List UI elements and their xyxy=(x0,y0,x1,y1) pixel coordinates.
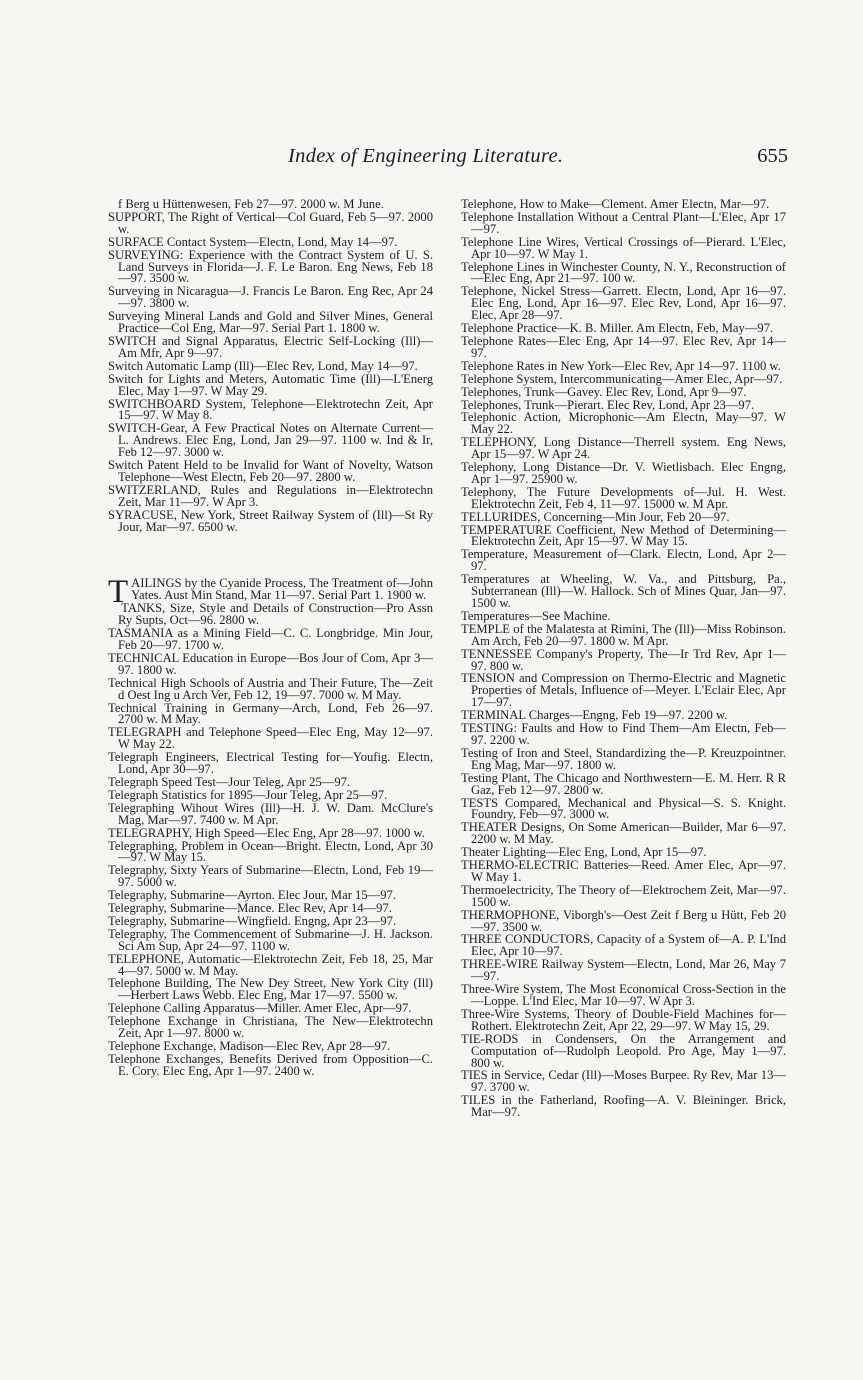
index-entry: Telegraphing Wihout Wires (Ill)—H. J. W. Dam. McClure's Mag, Mar—97. 7400 w. M Apr. xyxy=(108,800,433,827)
index-entry: Telephone Building, The New Dey Street, New York City (Ill)—Herbert Laws Webb. Elec Eng, Mar 17—97. 5500 w. xyxy=(108,976,433,1003)
index-entry: TELEPHONE, Automatic—Elektrotechn Zeit, Feb 18, 25, Mar 4—97. 5000 w. M May. xyxy=(108,951,433,978)
index-entry: Telegraph Speed Test—Jour Teleg, Apr 25—97. xyxy=(108,774,351,789)
index-entry: Telegraphy, Submarine—Mance. Elec Rev, Apr 14—97. xyxy=(108,901,392,916)
index-entry: f Berg u Hüttenwesen, Feb 27—97. 2000 w. M June. xyxy=(118,197,384,211)
index-entry: Telegraphy, Submarine—Ayrton. Elec Jour, Mar 15—97. xyxy=(108,888,396,903)
right-column xyxy=(461,199,786,1120)
index-entry: Telegraphy, Sixty Years of Submarine—Electn, Lond, Feb 19—97. 5000 w. xyxy=(108,863,433,890)
index-entry: Temperatures at Wheeling, W. Va., and Pittsburg, Pa., Subterranean (Ill)—W. Hallock. Sch of Mines Quar, Jan—97. 1500 w. xyxy=(461,572,786,610)
index-entry: TENNESSEE Company's Property, The—Ir Trd Rev, Apr 1—97. 800 w. xyxy=(461,646,786,673)
index-entry: SWITCHBOARD System, Telephone—Elektrotechn Zeit, Apr 15—97. W May 8. xyxy=(108,396,433,423)
index-entry: TESTING: Faults and How to Find Them—Am Electn, Feb—97. 2200 w. xyxy=(461,721,786,747)
index-entry: TELEGRAPH and Telephone Speed—Elec Eng, May 12—97. W May 22. xyxy=(108,725,433,752)
index-entry: Telegraphing, Problem in Ocean—Bright. Electn, Lond, Apr 30—97. W May 15. xyxy=(108,838,433,865)
index-entry: Temperature, Measurement of—Clark. Electn, Lond, Apr 2—97. xyxy=(461,547,786,574)
page-header xyxy=(108,145,788,175)
index-entry: Telephone, Nickel Stress—Garrett. Electn, Lond, Apr 16—97. Elec Eng, Lond, Apr 16—97. Elec Rev, Lond, Apr 16—97. Elec, Apr 28—97. xyxy=(461,284,786,323)
index-entry: Telephone Rates—Elec Eng, Apr 14—97. Elec Rev, Apr 14—97. xyxy=(461,333,786,360)
index-entry: TESTS Compared, Mechanical and Physical—S. S. Knight. Foundry, Feb—97. 3000 w. xyxy=(461,795,786,822)
index-entry: Telephone Lines in Winchester County, N. Y., Reconstruction of—Elec Eng, Apr 21—97. 100 w. xyxy=(461,259,786,286)
index-entry: Telephone Rates in New York—Elec Rev, Apr 14—97. 1100 w. xyxy=(461,358,781,373)
index-entry: Telephone, How to Make—Clement. Amer Electn, Mar—97. xyxy=(461,197,770,211)
index-entry: TEMPERATURE Coefficient, New Method of Determining—Elektrotechn Zeit, Apr 15—97. W May 15. xyxy=(461,522,786,549)
index-entry: Surveying in Nicaragua—J. Francis Le Baron. Eng Rec, Apr 24—97. 3800 w. xyxy=(108,284,433,311)
index-entry: Testing of Iron and Steel, Standardizing the—P. Kreuzpointner. Eng Mag, Mar—97. 1800 w. xyxy=(461,745,786,772)
index-entry: TECHNICAL Education in Europe—Bos Jour of Com, Apr 3—97. 1800 w. xyxy=(108,650,433,677)
index-entry-text: AILINGS by the Cyanide Process, The Treatment of—John Yates. Aust Min Stand, Mar 11—97. Serial Part 1. 1900 w. xyxy=(131,576,433,603)
index-entry: Three-Wire System, The Most Economical Cross-Section in the—Loppe. L'Ind Elec, Mar 10—97. W Apr 3. xyxy=(461,982,786,1008)
index-entry: Surveying Mineral Lands and Gold and Silver Mines, General Practice—Col Eng, Mar—97. Serial Part 1. 1800 w. xyxy=(108,309,433,336)
index-entry: TIE-RODS in Condensers, On the Arrangement and Computation of—Rudolph Leopold. Pro Age, May 1—97. 800 w. xyxy=(461,1031,786,1070)
index-entry: Telephonic Action, Microphonic—Am Electn, May—97. W May 22. xyxy=(461,410,786,437)
index-entry: Theater Lighting—Elec Eng, Lond, Apr 15—97. xyxy=(461,845,707,860)
index-entry: Telephones, Trunk—Pierart. Elec Rev, Lond, Apr 23—97. xyxy=(461,397,755,412)
index-entry: THEATER Designs, On Some American—Builder, Mar 6—97. 2200 w. M May. xyxy=(461,820,786,847)
index-entry: THERMOPHONE, Viborgh's—Oest Zeit f Berg u Hütt, Feb 20—97. 3500 w. xyxy=(461,907,786,934)
index-entry: Telephone Line Wires, Vertical Crossings of—Pierard. L'Elec, Apr 10—97. W May 1. xyxy=(461,234,786,261)
index-entry: Three-Wire Systems, Theory of Double-Field Machines for—Rothert. Elektrotechn Zeit, Apr 22, 29—97. W May 15, 29. xyxy=(461,1006,786,1033)
index-entry: TELEGRAPHY, High Speed—Elec Eng, Apr 28—97. 1000 w. xyxy=(108,825,425,840)
index-entry: Telephone Calling Apparatus—Miller. Amer Elec, Apr—97. xyxy=(108,1001,412,1016)
index-entry: Telegraphy, Submarine—Wingfield. Engng, Apr 23—97. xyxy=(108,913,397,928)
index-entry: Telephone Practice—K. B. Miller. Am Electn, Feb, May—97. xyxy=(461,321,774,336)
index-entry: Telephone Installation Without a Central Plant—L'Elec, Apr 17—97. xyxy=(461,209,786,236)
index-entry: SWITCH and Signal Apparatus, Electric Self-Locking (Ill)—Am Mfr, Apr 9—97. xyxy=(108,333,433,360)
index-entry: Telephone Exchanges, Benefits Derived from Opposition—C. E. Cory. Elec Eng, Apr 1—97. 2400 w. xyxy=(108,1051,433,1078)
index-entry: TERMINAL Charges—Engng, Feb 19—97. 2200 w. xyxy=(461,708,728,723)
index-entry: Switch for Lights and Meters, Automatic Time (Ill)—L'Energ Elec, May 1—97. W May 29. xyxy=(108,371,433,398)
index-entry: Telephony, The Future Developments of—Jul. H. West. Elektrotechn Zeit, Feb 4, 11—97. 15000 w. M Apr. xyxy=(461,484,786,511)
index-entry: Thermoelectricity, The Theory of—Elektrochem Zeit, Mar—97. 1500 w. xyxy=(461,882,786,909)
index-entry: TEMPLE of the Malatesta at Rimini, The (Ill)—Miss Robinson. Am Arch, Feb 20—97. 1800 w. M Apr. xyxy=(461,621,786,648)
index-entry: Telegraph Statistics for 1895—Jour Teleg, Apr 25—97. xyxy=(108,787,388,802)
index-entry: Telephones, Trunk—Gavey. Elec Rev, Lond, Apr 9—97. xyxy=(461,384,747,399)
index-entry: TANKS, Size, Style and Details of Construction—Pro Assn Ry Supts, Oct—96. 2800 w. xyxy=(118,601,433,628)
index-entry: TELEPHONY, Long Distance—Therrell system. Eng News, Apr 15—97. W Apr 24. xyxy=(461,435,786,462)
index-entry: Technical Training in Germany—Arch, Lond, Feb 26—97. 2700 w. M May. xyxy=(108,700,433,727)
index-entry: Telephone System, Intercommunicating—Amer Elec, Apr—97. xyxy=(461,371,783,386)
index-entry: Switch Automatic Lamp (Ill)—Elec Rev, Lond, May 14—97. xyxy=(108,358,418,373)
index-entry: TILES in the Fatherland, Roofing—A. V. Bleininger. Brick, Mar—97. xyxy=(461,1093,786,1120)
index-entry: SYRACUSE, New York, Street Railway System of (Ill)—St Ry Jour, Mar—97. 6500 w. xyxy=(108,507,433,534)
index-entry: Telegraph Engineers, Electrical Testing for—Youfig. Electn, Lond, Apr 30—97. xyxy=(108,750,433,777)
index-entry: SUPPORT, The Right of Vertical—Col Guard, Feb 5—97. 2000 w. xyxy=(108,209,433,236)
index-entry: THREE CONDUCTORS, Capacity of a System of—A. P. L'Ind Elec, Apr 10—97. xyxy=(461,932,786,959)
index-entry: SWITZERLAND, Rules and Regulations in—Elektrotechn Zeit, Mar 11—97. W Apr 3. xyxy=(108,482,433,509)
index-entry: Temperatures—See Machine. xyxy=(461,608,611,623)
index-entry: TASMANIA as a Mining Field—C. C. Longbridge. Min Jour, Feb 20—97. 1700 w. xyxy=(108,626,433,652)
index-entry: TIES in Service, Cedar (Ill)—Moses Burpee. Ry Rev, Mar 13—97. 3700 w. xyxy=(461,1068,786,1095)
index-entry: THERMO-ELECTRIC Batteries—Reed. Amer Elec, Apr—97. W May 1. xyxy=(461,858,786,884)
running-head: Index of Engineering Literature. xyxy=(288,145,564,167)
index-entry: Telegraphy, The Commencement of Submarine—J. H. Jackson. Sci Am Sup, Apr 24—97. 1100 w. xyxy=(108,926,433,953)
index-entry: Technical High Schools of Austria and Their Future, The—Zeit d Oest Ing u Arch Ver, Feb 12, 19—97. 7000 w. M May. xyxy=(108,675,433,702)
index-entry: SURFACE Contact System—Electn, Lond, May 14—97. xyxy=(108,234,398,249)
index-entry: Telephone Exchange, Madison—Elec Rev, Apr 28—97. xyxy=(108,1039,391,1053)
index-entry: THREE-WIRE Railway System—Electn, Lond, Mar 26, May 7—97. xyxy=(461,957,786,984)
index-entry xyxy=(108,574,433,611)
index-entry: Telephone Exchange in Christiana, The New—Elektrotechn Zeit, Apr 1—97. 8000 w. xyxy=(108,1014,433,1041)
drop-cap: T xyxy=(108,574,129,611)
index-entry: Switch Patent Held to be Invalid for Want of Novelty, Watson Telephone—West Electn, Feb 20—97. 2800 w. xyxy=(108,458,433,484)
index-entry: Telephony, Long Distance—Dr. V. Wietlisbach. Elec Engng, Apr 1—97. 25900 w. xyxy=(461,460,786,486)
index-entry: TELLURIDES, Concerning—Min Jour, Feb 20—97. xyxy=(461,509,730,524)
left-column xyxy=(108,199,433,1079)
section-gap xyxy=(108,534,433,578)
index-entry: TENSION and Compression on Thermo-Electric and Magnetic Properties of Metals, Influence of—Meyer. L'Eclair Elec, Apr 17—97. xyxy=(461,671,786,710)
page-number: 655 xyxy=(757,145,788,167)
index-entry: SWITCH-Gear, A Few Practical Notes on Alternate Current—L. Andrews. Elec Eng, Lond, Jan 29—97. 1100 w. Ind & Ir, Feb 12—97. 3000 w. xyxy=(108,421,433,460)
index-entry: SURVEYING: Experience with the Contract System of U. S. Land Surveys in Florida—J. F. Le Baron. Eng News, Feb 18—97. 3500 w. xyxy=(108,247,433,286)
index-entry: Testing Plant, The Chicago and Northwestern—E. M. Herr. R R Gaz, Feb 12—97. 2800 w. xyxy=(461,770,786,797)
